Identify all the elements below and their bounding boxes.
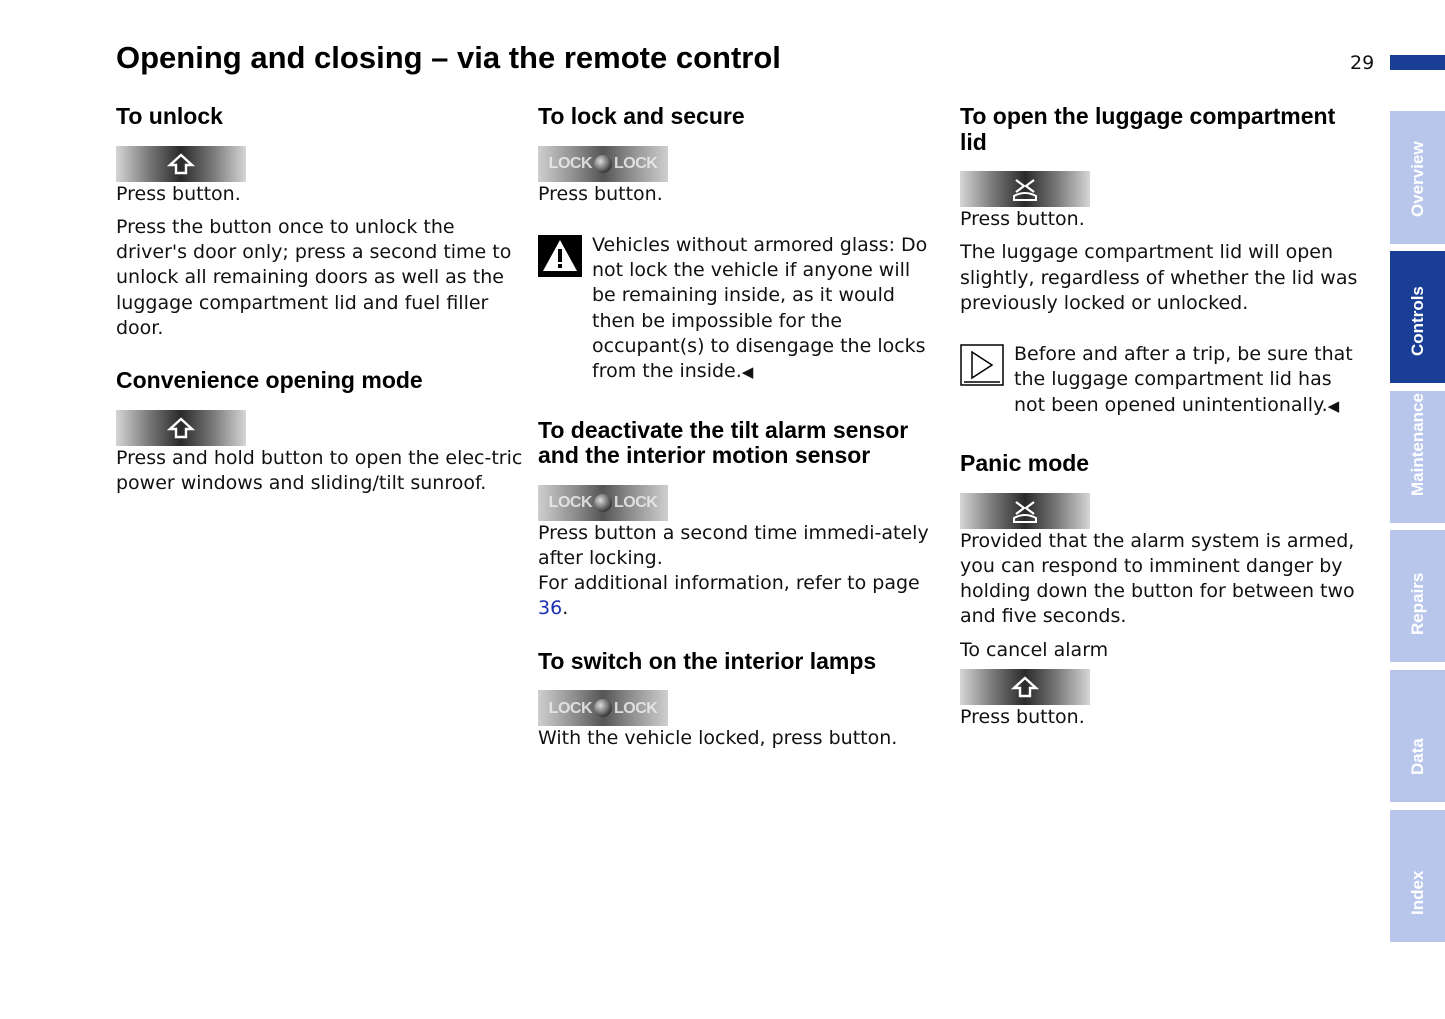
lock-button-image: [538, 146, 668, 182]
lock-label-right: LOCK: [614, 493, 658, 511]
page-36-link[interactable]: 36: [538, 597, 563, 620]
deactivate-description: Press button a second time immedi-ately after locking.: [538, 521, 929, 569]
tab-controls[interactable]: Controls: [1390, 251, 1445, 383]
tab-index[interactable]: Index: [1390, 810, 1445, 942]
lamps-button-image: [538, 690, 668, 726]
page-number: 29: [1350, 52, 1375, 74]
column-2: [538, 104, 938, 752]
unlock-arrow-icon: [1011, 676, 1039, 698]
lock-globe-icon: [594, 494, 612, 512]
heading-luggage-lid: To open the luggage compartment lid: [960, 103, 1336, 155]
luggage-description: The luggage compartment lid will open slightly, regardless of whether the lid was previously locked or unlocked.: [960, 241, 1358, 314]
convenience-description: Press and hold button to open the elec-tric power windows and sliding/tilt sunroof.: [116, 446, 523, 495]
lock-label-left: LOCK: [548, 699, 592, 717]
reference-text: For additional information, refer to page: [538, 572, 920, 595]
tab-repairs[interactable]: Repairs: [1390, 530, 1445, 662]
tab-maintenance[interactable]: Maintenance: [1390, 391, 1445, 523]
heading-panic-mode: Panic mode: [960, 450, 1090, 477]
tab-data[interactable]: Data: [1390, 670, 1445, 802]
end-mark-icon: ◀: [1327, 396, 1340, 415]
lock-globe-icon: [594, 699, 612, 717]
lock-label-right: LOCK: [614, 699, 658, 717]
cancel-alarm-button-image: [960, 669, 1090, 705]
reference-suffix: .: [562, 597, 569, 620]
luggage-press-text: Press button.: [960, 208, 1085, 230]
warning-text: Vehicles without armored glass: Do not lock the vehicle if anyone will be remaining inside, as it would then be impossible for the occupant(s) to disengage the locks from the inside.: [592, 233, 928, 383]
luggage-note-text: Before and after a trip, be sure that the luggage compartment lid has not been opened unintentionally.: [1014, 343, 1353, 416]
heading-lock-secure: To lock and secure: [538, 103, 745, 129]
note-arrow-icon: [960, 344, 1004, 386]
unlock-arrow-icon: [167, 417, 195, 439]
luggage-note: [960, 342, 1360, 419]
panic-description: Provided that the alarm system is armed, you can respond to imminent danger by holding down the button for between two and five seconds.: [960, 529, 1355, 628]
lock-label-right: LOCK: [614, 154, 658, 172]
lock-label-left: LOCK: [548, 493, 592, 511]
heading-convenience-opening: Convenience opening mode: [116, 367, 423, 394]
unlock-button-image: [116, 146, 246, 182]
convenience-button-image: [116, 410, 246, 446]
page-title: Opening and closing – via the remote control: [116, 40, 781, 75]
page-number-bar: [1390, 55, 1445, 70]
panic-button-image: [960, 493, 1090, 529]
heading-interior-lamps: To switch on the interior lamps: [538, 647, 877, 674]
lock-press-text: Press button.: [538, 182, 663, 205]
tab-overview[interactable]: Overview: [1390, 111, 1445, 244]
unlock-arrow-icon: [167, 153, 195, 175]
trunk-open-icon: [1010, 498, 1040, 524]
cancel-press-text: Press button.: [960, 706, 1085, 729]
warning-triangle-icon: [538, 235, 582, 277]
column-1: [116, 104, 526, 496]
cancel-alarm-label: To cancel alarm: [960, 638, 1109, 661]
end-mark-icon: ◀: [741, 363, 754, 382]
heading-deactivate-sensor: To deactivate the tilt alarm sensor and the interior motion sensor: [538, 416, 909, 469]
lock-globe-icon: [594, 155, 612, 173]
unlock-description: Press the button once to unlock the driver's door only; press a second time to unlock all remaining doors as well as the luggage compartment lid and fuel filler door.: [116, 215, 512, 339]
unlock-press-text: Press button.: [116, 182, 241, 205]
lock-label-left: LOCK: [548, 154, 592, 172]
heading-to-unlock: To unlock: [116, 103, 223, 129]
luggage-button-image: [960, 171, 1090, 207]
armored-glass-warning: [538, 233, 938, 386]
column-3: [960, 104, 1360, 730]
lamps-description: With the vehicle locked, press button.: [538, 727, 898, 750]
deactivate-button-image: [538, 485, 668, 521]
trunk-open-icon: [1010, 176, 1040, 202]
deactivate-reference: [538, 571, 938, 622]
